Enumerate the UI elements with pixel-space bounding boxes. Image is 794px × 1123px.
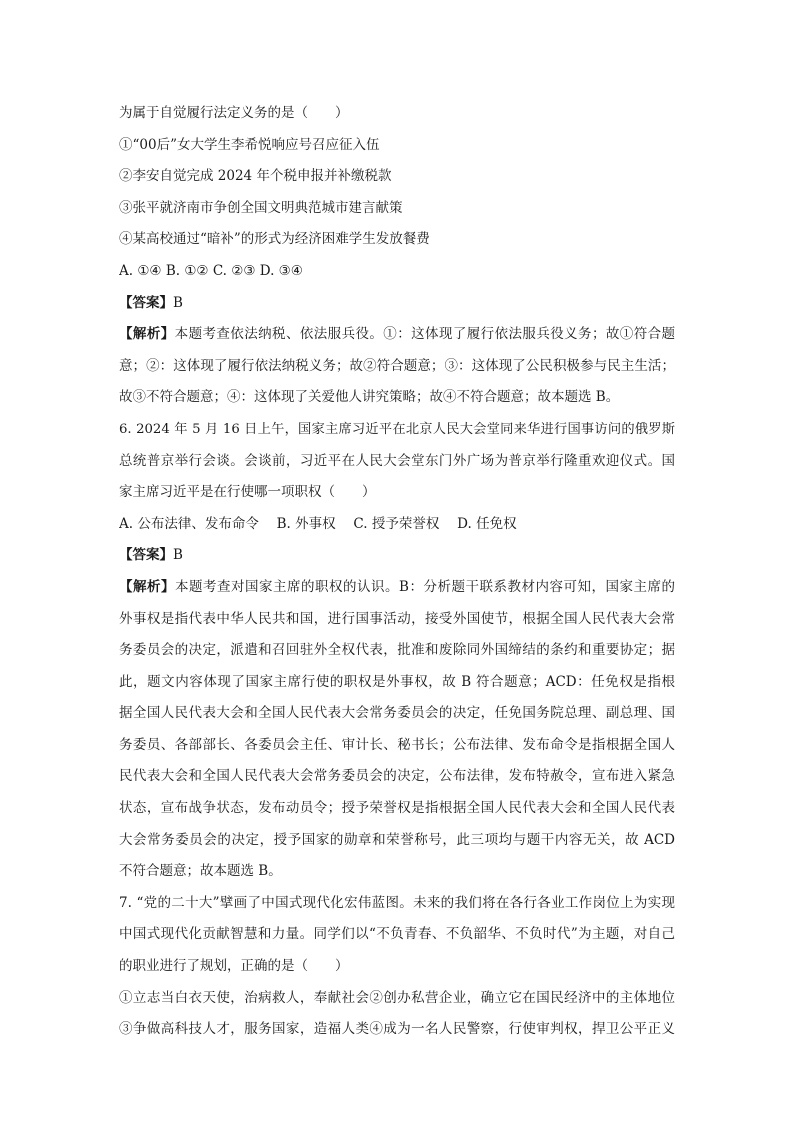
q6-analysis-line-5: 据全国人民代表大会和全国人民代表大会常务委员会的决定，任免国务院总理、副总理、国	[119, 705, 675, 722]
q6-stem-line-1: 6. 2024 年 5 月 16 日上午，国家主席习近平在北京人民大会堂同来华进行国事访问的俄罗斯	[119, 421, 675, 437]
answer-label: 【答案】	[119, 547, 173, 564]
answer-value: B	[173, 547, 183, 564]
q7-stem-line-3: 的职业进行了规划，正确的是（ ）	[119, 958, 349, 975]
q6-analysis-line-2: 外事权是指代表中华人民共和国，进行国事活动，接受外国使节，根据全国人民代表大会常	[119, 610, 675, 627]
q5-analysis-line-2: 意；②：这体现了履行依法纳税义务；故②符合题意；③：这体现了公民积极参与民主生活；	[119, 357, 675, 374]
q5-option-4: ④某高校通过“暗补”的形式为经济困难学生发放餐费	[119, 231, 430, 248]
q6-analysis-line-10: 不符合题意；故本题选 B。	[119, 863, 282, 880]
q5-option-1: ①“00后”女大学生李希悦响应号召应征入伍	[119, 136, 380, 153]
q7-stem-line-1: 7. “党的二十大”擘画了中国式现代化宏伟蓝图。未来的我们将在各行各业工作岗位上为实现	[119, 894, 675, 911]
q6-stem-line-2: 总统普京举行会谈。会谈前，习近平在人民大会堂东门外广场为普京举行隆重欢迎仪式。国	[119, 452, 675, 469]
q5-analysis-line-3: 故③不符合题意；④：这体现了关爱他人讲究策略；故④不符合题意；故本题选 B。	[119, 389, 620, 406]
q7-options-line-2: ③争做高科技人才，服务国家，造福人类④成为一名人民警察，行使审判权，捍卫公平正义	[119, 1021, 675, 1038]
q6-stem-line-3: 家主席习近平是在行使哪一项职权（ ）	[119, 484, 376, 501]
q6-analysis-line-7: 民代表大会和全国人民代表大会常务委员会的决定，公布法律，发布特赦令，宣布进入紧急	[119, 768, 675, 785]
q5-choices: A. ①④ B. ①② C. ②③ D. ③④	[119, 262, 303, 279]
answer-value: B	[173, 294, 183, 311]
q6-answer	[119, 540, 675, 572]
analysis-label: 【解析】	[119, 578, 176, 595]
answer-label: 【答案】	[119, 294, 173, 311]
analysis-label: 【解析】	[119, 326, 175, 343]
q7-stem-line-2: 中国式现代化贡献智慧和力量。同学们以“不负青春、不负韶华、不负时代”为主题，对自己	[119, 926, 675, 943]
q6-analysis-line-8: 状态，宣布战争状态，发布动员令；授予荣誉权是指根据全国人民代表大会和全国人民代表	[119, 800, 675, 817]
q6-analysis-line-9: 大会常务委员会的决定，授予国家的勋章和荣誉称号，此三项均与题干内容无关，故 ACD	[119, 831, 675, 848]
q5-answer	[119, 288, 675, 320]
document-page	[119, 98, 675, 1046]
q5-option-3: ③张平就济南市争创全国文明典范城市建言献策	[119, 199, 403, 216]
analysis-text: 本题考查对国家主席的职权的认识。B：分析题干联系教材内容可知，国家主席的	[175, 578, 675, 595]
q6-analysis-line-1	[119, 572, 675, 604]
q7-options-line-1: ①立志当白衣天使，治病救人，奉献社会②创办私营企业，确立它在国民经济中的主体地位	[119, 989, 675, 1006]
q6-analysis-line-4: 此，题文内容体现了国家主席行使的职权是外事权，故 B 符合题意；ACD：任免权是指根	[119, 673, 675, 690]
q5-analysis-line-1	[119, 319, 675, 351]
q6-choices: A. 公布法律、发布命令 B. 外事权 C. 授予荣誉权 D. 任免权	[119, 515, 517, 532]
q5-option-2: ②李安自觉完成 2024 年个税申报并补缴税款	[119, 168, 392, 185]
q6-analysis-line-3: 务委员会的决定，派遣和召回驻外全权代表，批准和废除同外国缔结的条约和重要协定；据	[119, 642, 675, 659]
q6-analysis-line-6: 务委员、各部部长、各委员会主任、审计长、秘书长；公布法律、发布命令是指根据全国人	[119, 736, 675, 753]
q5-stem-tail: 为属于自觉履行法定义务的是（ ）	[119, 105, 349, 121]
analysis-text: 本题考查依法纳税、依法服兵役。①：这体现了履行依法服兵役义务；故①符合题	[174, 326, 675, 343]
